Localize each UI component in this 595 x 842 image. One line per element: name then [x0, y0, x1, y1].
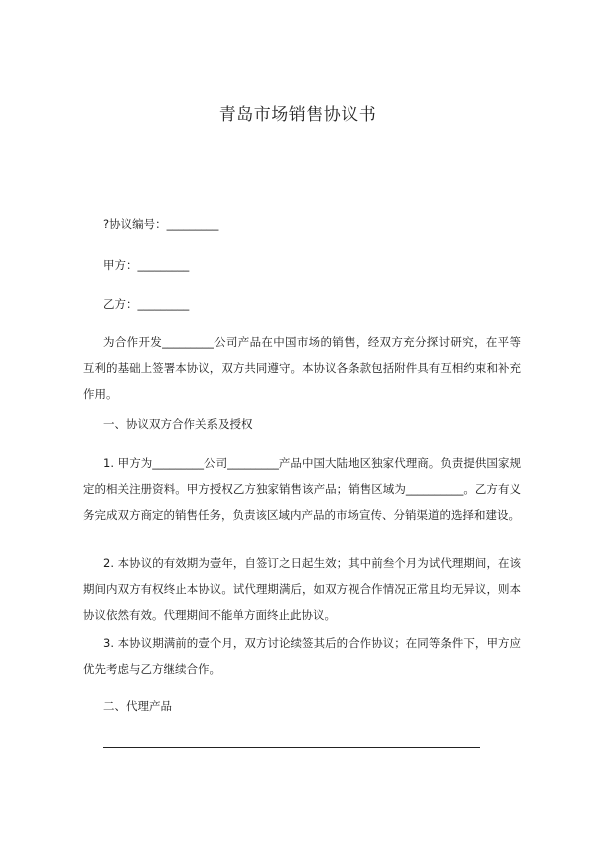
blank-fill-line: [103, 747, 480, 748]
intro-paragraph: 为合作开发_________公司产品在中国市场的销售，经双方充分探讨研究，在平等互利的基础上签署本协议，双方共同遵守。本协议各条款包括附件具有互相约束和补充作用。: [83, 335, 521, 401]
party-a-field: 甲方：_________: [103, 258, 190, 272]
party-b-field: 乙方：_________: [103, 297, 190, 311]
clause-1-2: 2. 本协议的有效期为壹年，自签订之日起生效；其中前叁个月为试代理期间，在该期间内双方有权终止本协议。试代理期满后，如双方视合作情况正常且均无异议，则本协议依然有效。代理期间不能单方面终止此协议。: [83, 556, 521, 622]
section-2-heading: 二、代理产品: [103, 699, 172, 713]
agreement-number-field: ?协议编号：_________: [103, 217, 219, 231]
clause-1-1: 1. 甲方为_________公司_________产品中国大陆地区独家代理商。负责提供国家规定的相关注册资料。甲方授权乙方独家销售该产品；销售区域为__________。乙方有义务完成双方商定的销售任务，负责该区域内产品的市场宣传、分销渠道的选择和建设。: [83, 456, 521, 522]
document-title: 青岛市场销售协议书: [218, 105, 377, 125]
clause-1-3: 3. 本协议期满前的壹个月，双方讨论续签其后的合作协议；在同等条件下，甲方应优先考虑与乙方继续合作。: [83, 636, 521, 676]
section-1-heading: 一、协议双方合作关系及授权: [103, 417, 253, 431]
